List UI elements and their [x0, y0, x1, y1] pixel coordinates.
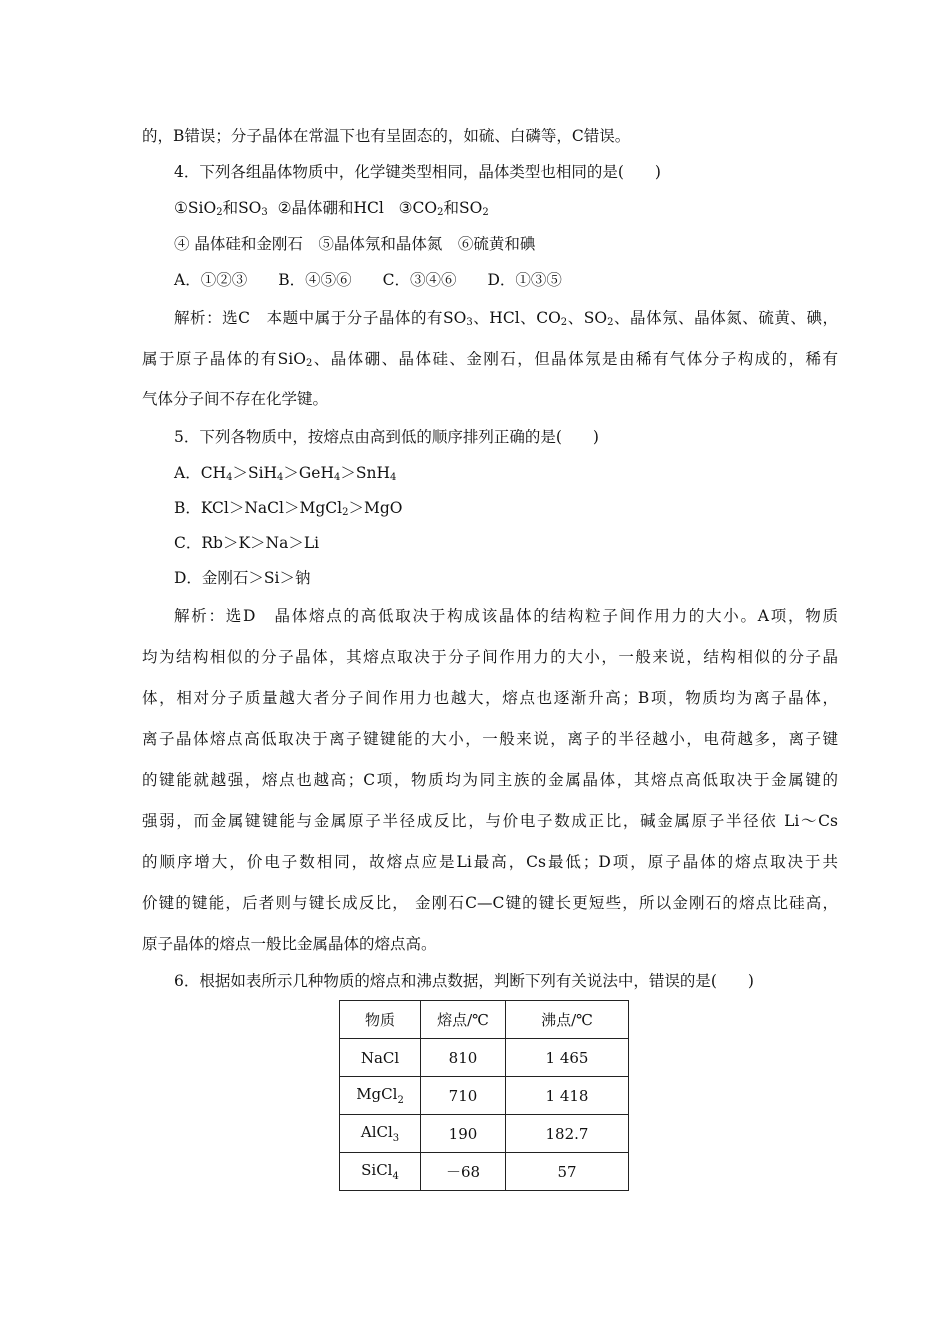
solution-5-line2: 均为结构相似的分子晶体，其熔点取决于分子间作用力的大小，一般来说，结构相似的分子晶 — [142, 648, 838, 666]
solution-5-line8: 价键的键能，后者则与键长成反比， 金刚石C—C键的键长更短些，所以金刚石的熔点比硅高， — [142, 894, 838, 912]
table-header-row — [340, 1001, 629, 1039]
table-row — [340, 1153, 629, 1191]
solution-5-line1: 解析：选D 晶体熔点的高低取决于构成该晶体的结构粒子间作用力的大小。A项，物质 — [174, 607, 838, 625]
solution-5-line3: 体，相对分子质量越大者分子间作用力也越大，熔点也逐渐升高；B项，物质均为离子晶体， — [142, 689, 838, 707]
table-row — [340, 1077, 629, 1115]
table-cell: AlCl$_3$ — [340, 1115, 421, 1153]
solution-4-line3: 气体分子间不存在化学键。 — [142, 390, 329, 408]
table-header: 熔点/℃ — [421, 1001, 506, 1039]
table-cell: MgCl$_2$ — [340, 1077, 421, 1115]
text-line: 的，B错误；分子晶体在常温下也有呈固态的，如硫、白磷等，C错误。 — [142, 127, 631, 145]
table-cell: 710 — [421, 1077, 506, 1115]
question-5-option-c: C．Rb＞K＞Na＞Li — [174, 534, 320, 552]
solution-4-line1: 解析：选C 本题中属于分子晶体的有$SO_3$、HCl、$CO_2$、$SO_2$、晶体氖、晶体氮、硫黄、碘， — [174, 309, 838, 328]
question-4: 4．下列各组晶体物质中，化学键类型相同，晶体类型也相同的是( ) — [174, 163, 661, 181]
table-cell: 57 — [506, 1153, 629, 1191]
table-cell: 1 418 — [506, 1077, 629, 1115]
table-cell: SiCl$_4$ — [340, 1153, 421, 1191]
solution-5-line4: 离子晶体熔点高低取决于离子键键能的大小，一般来说，离子的半径越小，电荷越多，离子键 — [142, 730, 838, 748]
question-5: 5．下列各物质中，按熔点由高到低的顺序排列正确的是( ) — [174, 428, 599, 446]
table-cell: 1 465 — [506, 1039, 629, 1077]
table-cell: 190 — [421, 1115, 506, 1153]
table-cell: －68 — [421, 1153, 506, 1191]
solution-4-line2: 属于原子晶体的有SiO$_2$、晶体硼、晶体硅、金刚石，但晶体氖是由稀有气体分子构成的，稀有 — [142, 350, 838, 369]
question-6: 6．根据如表所示几种物质的熔点和沸点数据，判断下列有关说法中，错误的是( ) — [174, 972, 754, 990]
data-table — [339, 1000, 629, 1191]
table-row — [340, 1115, 629, 1153]
solution-5-line9: 原子晶体的熔点一般比金属晶体的熔点高。 — [142, 935, 437, 953]
question-4-options-line1: ①SiO$_2$和$SO_3$ ②晶体硼和HCl $③CO_2$和$SO_2$ — [174, 199, 489, 218]
table-header: 沸点/℃ — [506, 1001, 629, 1039]
solution-5-line5: 的键能就越强，熔点也越高；C项，物质均为同主族的金属晶体，其熔点高低取决于金属键的 — [142, 771, 838, 789]
question-4-options-line2: ④ 晶体硅和金刚石 ⑤晶体氖和晶体氮 ⑥硫黄和碘 — [174, 235, 536, 253]
table-row — [340, 1039, 629, 1077]
question-5-option-b: B．KCl＞NaCl＞MgCl$_2$＞MgO — [174, 499, 403, 518]
table-cell: NaCl — [340, 1039, 421, 1077]
table-header: 物质 — [340, 1001, 421, 1039]
question-5-option-a: A．$CH_4>SiH_4>GeH_4>SnH_4$ — [174, 464, 397, 483]
table-cell: 810 — [421, 1039, 506, 1077]
solution-5-line7: 的顺序增大，价电子数相同，故熔点应是Li最高，Cs最低；D项，原子晶体的熔点取决于共 — [142, 853, 838, 871]
table-cell: 182.7 — [506, 1115, 629, 1153]
solution-5-line6: 强弱，而金属键键能与金属原子半径成反比，与价电子数成正比，碱金属原子半径依 Li～Cs — [142, 812, 838, 830]
question-4-choices: A．①②③ B．④⑤⑥ C．③④⑥ D．①③⑤ — [174, 271, 562, 289]
question-5-option-d: D．金刚石＞Si＞钠 — [174, 569, 311, 587]
